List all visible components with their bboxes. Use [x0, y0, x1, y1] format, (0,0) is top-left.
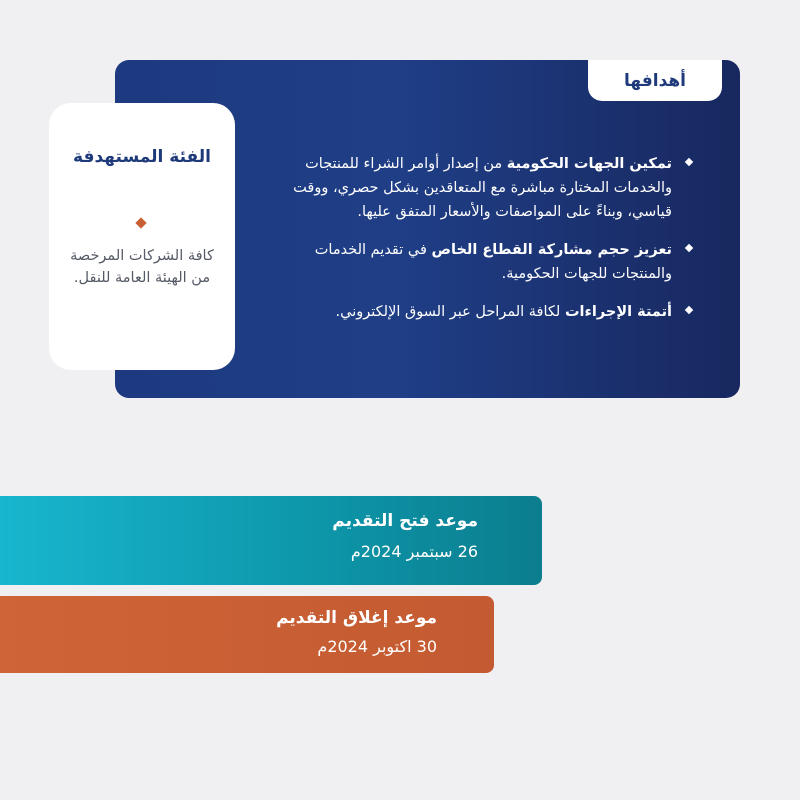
target-audience-card [49, 103, 235, 370]
target-audience-text: كافة الشركات المرخصة من الهيئة العامة للنقل. [70, 248, 214, 286]
goal-item-text: لكافة المراحل عبر السوق الإلكتروني. [335, 304, 565, 320]
close-date-value: 30 اكتوبر 2024م [317, 637, 437, 656]
open-date-label: موعد فتح التقديم [332, 511, 478, 531]
goal-item [272, 152, 692, 224]
application-close-bar [0, 596, 494, 673]
target-audience-title: الفئة المستهدفة [73, 147, 211, 167]
goal-item-text: من إصدار أوامر الشراء للمنتجات والخدمات المختارة مباشرة مع المتعاقدين بشكل حصري، ووقت قياسي، وبناءً على المواصفات والأسعار المتفق عليها. [293, 156, 672, 220]
close-date-label: موعد إغلاق التقديم [276, 608, 437, 628]
goal-item-bold: تمكين الجهات الحكومية [506, 156, 672, 172]
diamond-bullet-icon [685, 244, 693, 252]
goal-item-bold: تعزيز حجم مشاركة القطاع الخاص [431, 242, 672, 258]
goals-tab [588, 60, 722, 101]
diamond-icon [135, 217, 146, 228]
goal-item [272, 300, 692, 324]
goal-item [272, 238, 692, 286]
goals-title: أهدافها [624, 70, 686, 91]
diamond-bullet-icon [685, 306, 693, 314]
diamond-bullet-icon [685, 158, 693, 166]
goal-item-bold: أتمتة الإجراءات [564, 304, 672, 320]
open-date-value: 26 سبتمبر 2024م [350, 542, 478, 561]
goal-item-text: في تقديم الخدمات والمنتجات للجهات الحكومية. [314, 242, 672, 282]
application-open-bar [0, 496, 542, 585]
goals-list [272, 152, 692, 338]
